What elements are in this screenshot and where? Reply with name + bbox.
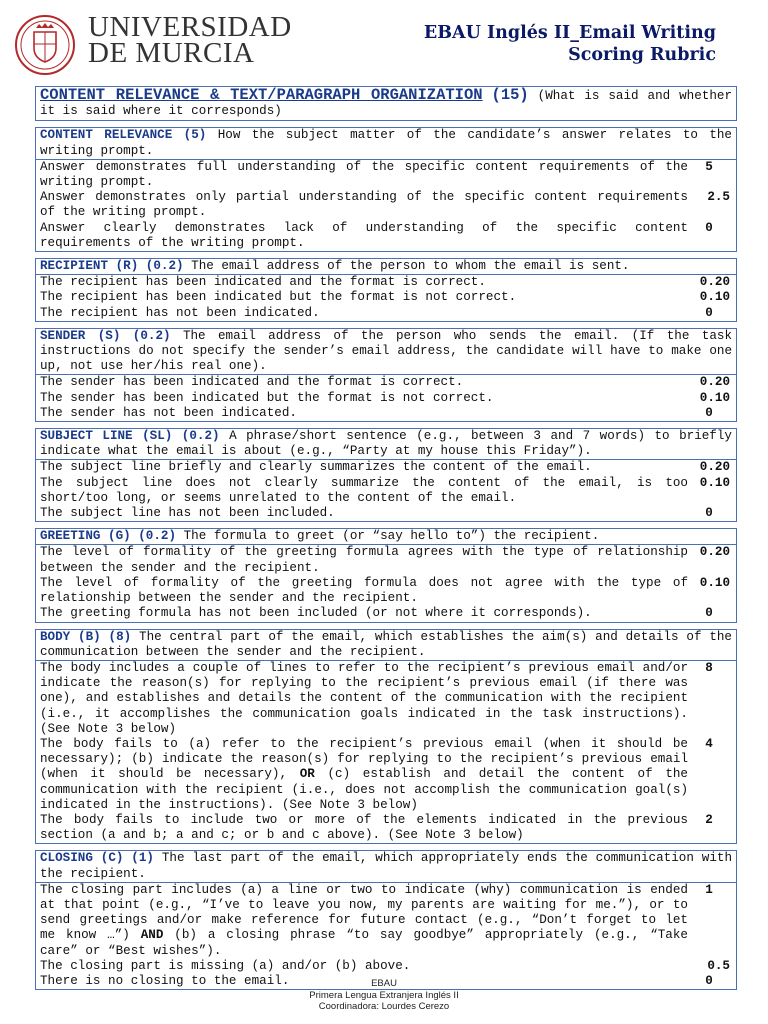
criterion-points: 0 [705, 506, 713, 521]
criterion-text: The closing part includes (a) a line or two to indicate (why) communication is ended at that point (e.g., “I’ve to leave you now, my parents are waiting for me.”), or to send greetings and/or make reference for future contact (e.g., “Don’t forget to let me know …”) AND (b) a closing phrase “to say goodbye” appropriately (e.g., “Take care” or “Best wishes”). [40, 882, 688, 958]
scoring-rubric [35, 86, 737, 996]
section-label: RECIPIENT (R) (0.2) [40, 259, 184, 274]
criterion-points: 5 [705, 159, 713, 174]
criterion-text: The body fails to include two or more of the elements indicated in the previous section (a and b; a and c; or b and c above). (See Note 3 below) [40, 812, 688, 843]
university-name [88, 11, 292, 69]
section-label: SUBJECT LINE (SL) (0.2) [40, 429, 220, 444]
criterion-text: The closing part is missing (a) and/or (b) above. [40, 958, 411, 973]
rubric-section [35, 328, 737, 422]
section-header [36, 128, 736, 159]
criterion-row [36, 460, 736, 475]
emphasis-keyword: OR [299, 767, 315, 782]
criterion-row [36, 391, 736, 406]
rubric-section [35, 428, 737, 522]
rubric-section [35, 258, 737, 322]
criterion-text: The greeting formula has not been included (or not where it corresponds). [40, 606, 592, 621]
criterion-row [36, 290, 736, 305]
footer-line2: Primera Lengua Extranjera Inglés II [309, 989, 459, 1001]
criterion-row [36, 306, 736, 321]
criterion-text: The subject line has not been included. [40, 506, 335, 521]
section-label: GREETING (G) (0.2) [40, 529, 177, 544]
criterion-text: Answer clearly demonstrates lack of understanding of the specific content requirements of the writing prompt. [40, 220, 688, 250]
criterion-points: 0.10 [699, 475, 730, 490]
rubric-section [35, 528, 737, 622]
criterion-row [36, 661, 736, 737]
university-seal-icon [14, 14, 76, 76]
criterion-points: 0 [705, 405, 713, 420]
criterion-row [36, 737, 736, 813]
criterion-points: 0.20 [699, 460, 730, 475]
university-name-line1: UNIVERSIDAD [88, 11, 292, 43]
criterion-text: The body fails to (a) refer to the recipient’s previous email (when it should be necessary); (b) indicate the reason(s) for replying to the recipient’s previous email (when it should be necessary), OR (c) establish and detail the content of the communication with the recipient (i.e., does not accomplish the communication goal(s) indicated in the instructions). (See Note 3 below) [40, 736, 688, 812]
rubric-section [35, 127, 737, 252]
criterion-row [36, 813, 736, 843]
section-label: BODY (B) (8) [40, 629, 132, 644]
section-header [36, 529, 736, 545]
section-description: The email address of the person to whom the email is sent. [183, 259, 630, 274]
main-section-points: (15) [491, 86, 529, 104]
criterion-points: 2.5 [707, 190, 730, 205]
section-description: The formula to greet (or “say hello to”) the recipient. [176, 529, 600, 544]
criterion-points: 1 [705, 882, 713, 897]
criterion-text: The body includes a couple of lines to refer to the recipient’s previous email and/or indicate the reason(s) for replying to the recipient’s previous email (if there was one), and establishes and details the content of the communication with the recipient (i.e., it accomplishes the communication goals indicated in the task instructions). (See Note 3 below) [40, 660, 688, 736]
criterion-row [36, 883, 736, 959]
criterion-row [36, 959, 736, 974]
criterion-text: The level of formality of the greeting formula does not agree with the type of relationship between the sender and the recipient. [40, 575, 688, 606]
criterion-text: The subject line briefly and clearly summarizes the content of the email. [40, 460, 592, 475]
criterion-points: 0 [705, 606, 713, 621]
criterion-points: 4 [705, 736, 713, 751]
criterion-points: 0.20 [699, 275, 730, 290]
section-header [36, 329, 736, 376]
criterion-row [36, 190, 736, 220]
rubric-section [35, 629, 737, 845]
rubric-sections [35, 127, 737, 990]
criterion-points: 0.5 [707, 958, 730, 973]
criterion-text: The level of formality of the greeting formula agrees with the type of relationship between the sender and the recipient. [40, 545, 688, 575]
criterion-row [36, 506, 736, 521]
criterion-text: The sender has been indicated but the format is not correct. [40, 390, 494, 405]
criterion-points: 0.10 [699, 575, 730, 590]
criterion-text: The recipient has been indicated and the format is correct. [40, 275, 486, 290]
criterion-points: 0.20 [699, 545, 730, 560]
section-label: CONTENT RELEVANCE (5) [40, 128, 207, 143]
criterion-text: Answer demonstrates only partial understanding of the specific content requirements of the writing prompt. [40, 190, 688, 220]
criterion-row [36, 375, 736, 390]
section-header [36, 429, 736, 460]
university-name-line2: DE MURCIA [88, 37, 255, 69]
rubric-section [35, 850, 737, 990]
section-description: A phrase/short sentence (e.g., between 3 and 7 words) to briefly indicate what the email is about (e.g., “Party at my house this Friday”). [40, 429, 732, 459]
footer-line1: EBAU [371, 978, 397, 989]
criterion-points: 0 [705, 220, 713, 235]
criterion-points: 8 [705, 660, 713, 675]
criterion-text: Answer demonstrates full understanding of the specific content requirements of the writing prompt. [40, 159, 688, 190]
criterion-row [36, 275, 736, 290]
criterion-text: The recipient has been indicated but the format is not correct. [40, 290, 517, 305]
section-label: SENDER (S) (0.2) [40, 328, 171, 343]
criterion-row [36, 221, 736, 251]
criterion-points: 0.20 [699, 375, 730, 390]
criterion-points: 2 [705, 812, 713, 827]
document-title-line2: Scoring Rubric [568, 45, 716, 65]
criterion-row [36, 545, 736, 575]
criterion-text: The sender has been indicated and the format is correct. [40, 375, 464, 390]
section-header [36, 851, 736, 882]
criterion-row [36, 476, 736, 506]
page-footer [0, 978, 768, 1013]
main-section-description: (What is said and whether it is said where it corresponds) [40, 89, 733, 119]
criterion-row [36, 406, 736, 421]
section-label: CLOSING (C) (1) [40, 851, 154, 866]
section-header [36, 630, 736, 661]
footer-line3: Coordinadora: Lourdes Cerezo [318, 1001, 450, 1012]
page-header [0, 0, 768, 86]
criterion-text: There is no closing to the email. [40, 973, 290, 988]
criterion-points: 0.10 [699, 290, 730, 305]
criterion-text: The sender has not been indicated. [40, 405, 297, 420]
section-description: The central part of the email, which establishes the aim(s) and details of the communication between the sender and the recipient. [40, 629, 732, 659]
criterion-row [36, 576, 736, 606]
emphasis-keyword: AND [140, 928, 164, 943]
criterion-text: The subject line does not clearly summarize the content of the email, is too short/too long, or seems unrelated to the content of the email. [40, 475, 688, 505]
section-description: How the subject matter of the candidate’s answer relates to the writing prompt. [40, 128, 732, 158]
criterion-points: 0.10 [699, 390, 730, 405]
section-description: The last part of the email, which appropriately ends the communication with the recipient. [40, 851, 732, 881]
main-section-title: CONTENT RELEVANCE & TEXT/PARAGRAPH ORGANIZATION [40, 86, 483, 104]
section-description: The email address of the person who sends the email. (If the task instructions do not specify the sender’s email address, the candidate will have to make one up, not use her/his real one). [40, 328, 732, 374]
document-title [424, 22, 716, 66]
section-header [36, 259, 736, 275]
criterion-row [36, 606, 736, 621]
criterion-text: The recipient has not been indicated. [40, 305, 320, 320]
main-section-header [35, 86, 737, 121]
criterion-row [36, 160, 736, 190]
criterion-points: 0 [705, 973, 713, 988]
document-title-line1: EBAU Inglés II_Email Writing [423, 23, 716, 43]
criterion-points: 0 [705, 305, 713, 320]
